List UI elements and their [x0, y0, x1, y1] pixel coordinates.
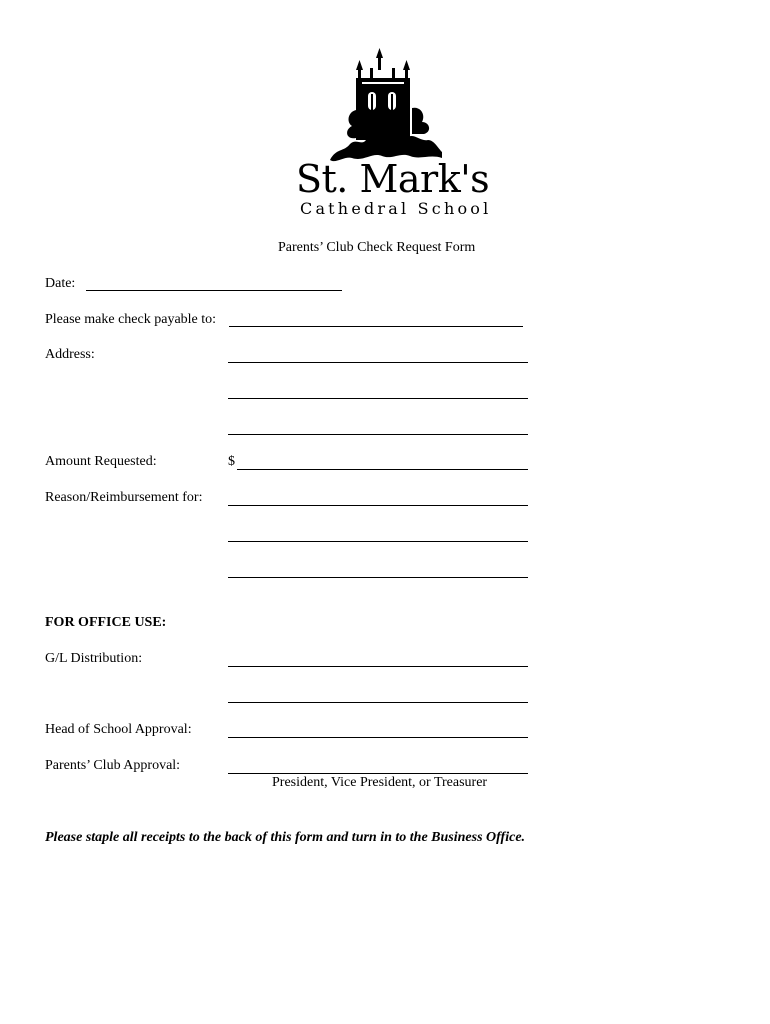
approver-note: President, Vice President, or Treasurer — [272, 775, 488, 790]
date-label: Date: — [45, 276, 76, 291]
gl-distribution-line-2-field[interactable] — [228, 702, 528, 703]
reason-line-2-field[interactable] — [228, 541, 528, 542]
currency-symbol: $ — [228, 454, 235, 469]
school-name: St. Mark's — [296, 157, 490, 201]
address-line-1-field[interactable] — [228, 362, 528, 363]
office-use-heading: FOR OFFICE USE: — [45, 615, 167, 630]
club-approval-label: Parents’ Club Approval: — [45, 758, 181, 773]
reason-label: Reason/Reimbursement for: — [45, 490, 203, 505]
club-approval-field[interactable] — [228, 773, 528, 774]
date-field[interactable] — [86, 290, 342, 291]
address-label: Address: — [45, 347, 95, 362]
address-line-3-field[interactable] — [228, 434, 528, 435]
closing-note: Please staple all receipts to the back of this form and turn in to the Business Office. — [45, 830, 526, 845]
gl-distribution-label: G/L Distribution: — [45, 651, 143, 666]
gl-distribution-line-1-field[interactable] — [228, 666, 528, 667]
cathedral-tower-logo-icon — [326, 48, 444, 168]
head-approval-label: Head of School Approval: — [45, 722, 192, 737]
reason-line-1-field[interactable] — [228, 505, 528, 506]
payable-to-label: Please make check payable to: — [45, 312, 217, 327]
reason-line-3-field[interactable] — [228, 577, 528, 578]
school-subtitle: Cathedral School — [300, 199, 492, 218]
payable-to-field[interactable] — [229, 326, 523, 327]
amount-field[interactable] — [237, 469, 528, 470]
address-line-2-field[interactable] — [228, 398, 528, 399]
form-title: Parents’ Club Check Request Form — [278, 240, 476, 255]
amount-label: Amount Requested: — [45, 454, 157, 469]
head-approval-field[interactable] — [228, 737, 528, 738]
